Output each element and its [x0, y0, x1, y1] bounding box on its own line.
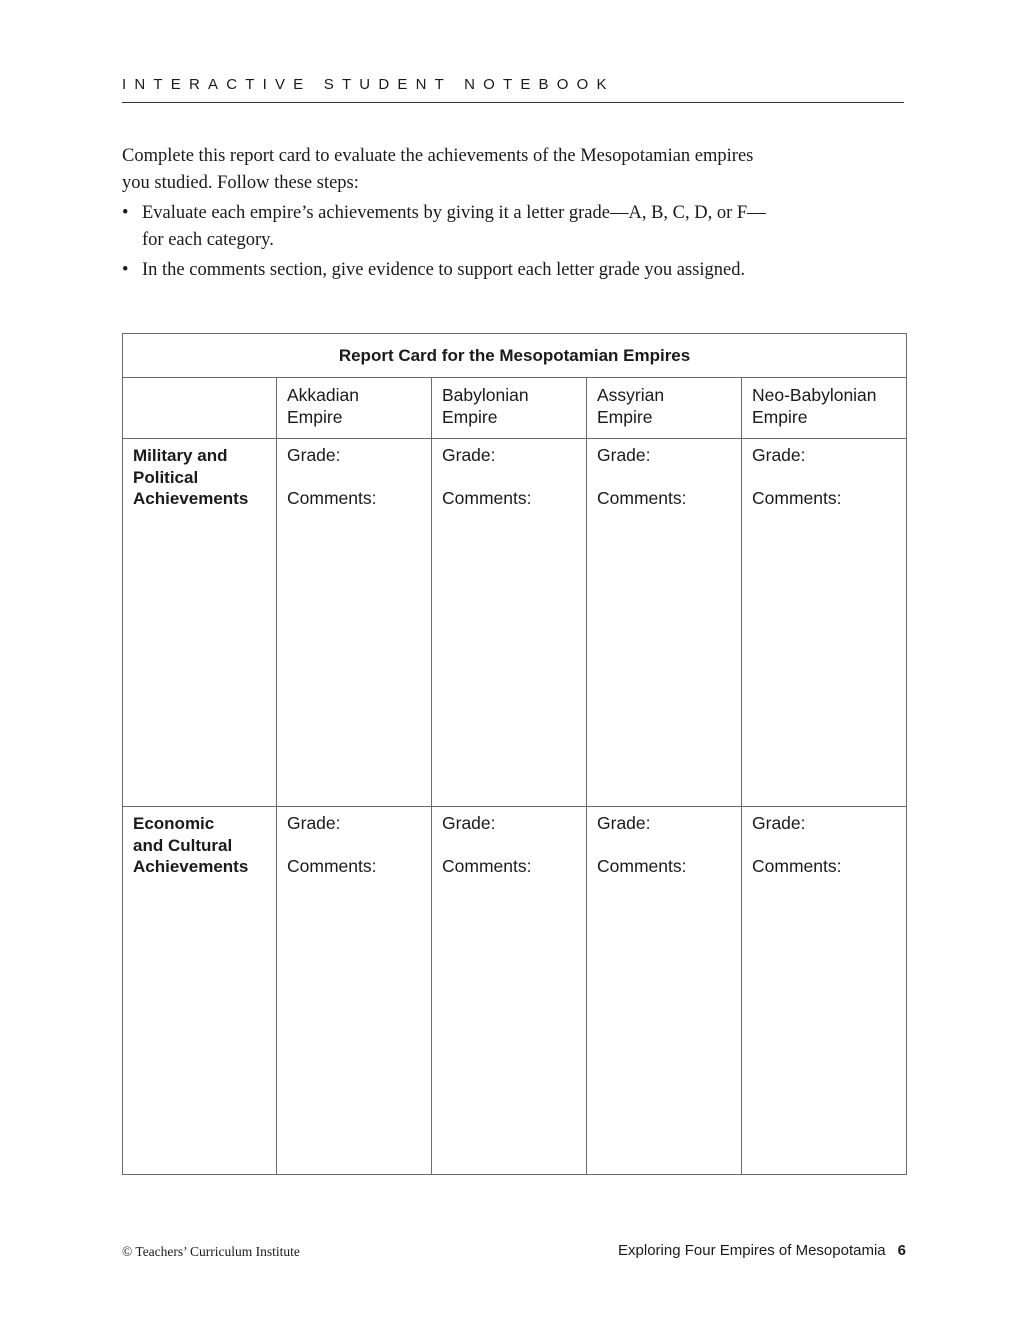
entry-cell-neo-babylonian[interactable] [742, 807, 907, 1175]
notebook-header: INTERACTIVE STUDENT NOTEBOOK [122, 76, 615, 93]
header-divider [122, 102, 904, 103]
row-label-line: Achievements [133, 489, 249, 508]
grade-label: Grade: [442, 445, 496, 465]
table-title-row [123, 334, 907, 378]
entry-cell-akkadian[interactable] [277, 439, 432, 807]
column-header-row [123, 378, 907, 439]
page-number: 6 [897, 1242, 906, 1259]
column-header-line: Empire [442, 407, 498, 427]
row-label-line: and Cultural [133, 835, 233, 855]
column-header-neo-babylonian [742, 378, 907, 439]
comments-label: Comments: [752, 487, 842, 508]
column-header-akkadian [277, 378, 432, 439]
column-header-line: Neo-Babylonian [752, 385, 877, 405]
column-header-line: Babylonian [442, 385, 529, 405]
book-title: Exploring Four Empires of Mesopotamia [618, 1242, 886, 1259]
grade-label: Grade: [287, 445, 341, 465]
entry-cell-babylonian[interactable] [432, 807, 587, 1175]
instruction-text: In the comments section, give evidence to support each letter grade you assigned. [142, 260, 746, 280]
instructions-paragraph: Complete this report card to evaluate the achievements of the Mesopotamian empires you studied. Follow these steps: [122, 146, 754, 193]
column-header-assyrian [587, 378, 742, 439]
comments-label: Comments: [597, 855, 687, 876]
column-header-line: Akkadian [287, 385, 359, 405]
entry-cell-akkadian[interactable] [277, 807, 432, 1175]
comments-label: Comments: [597, 487, 687, 508]
page-footer [618, 1242, 906, 1259]
comments-label: Comments: [287, 487, 377, 508]
grade-label: Grade: [597, 813, 651, 833]
comments-label: Comments: [442, 855, 532, 876]
entry-cell-assyrian[interactable] [587, 807, 742, 1175]
table-row-economic-cultural [123, 807, 907, 1175]
comments-label: Comments: [442, 487, 532, 508]
table-title: Report Card for the Mesopotamian Empires [123, 334, 907, 378]
grade-label: Grade: [597, 445, 651, 465]
column-header-line: Empire [752, 407, 808, 427]
row-label-military-political [123, 439, 277, 807]
instructions-list [122, 200, 782, 284]
row-label-line: Economic [133, 814, 215, 833]
instructions [122, 143, 782, 284]
bullet-icon: • [122, 203, 129, 223]
entry-cell-assyrian[interactable] [587, 439, 742, 807]
row-label-line: Political [133, 467, 199, 487]
grade-label: Grade: [752, 813, 806, 833]
table-row-military-political [123, 439, 907, 807]
bullet-icon: • [122, 260, 129, 280]
instruction-item [122, 257, 767, 284]
grade-label: Grade: [442, 813, 496, 833]
row-label-economic-cultural [123, 807, 277, 1175]
column-header-line: Assyrian [597, 385, 665, 405]
column-header-line: Empire [597, 407, 653, 427]
comments-label: Comments: [287, 855, 377, 876]
grade-label: Grade: [752, 445, 806, 465]
column-header-line: Empire [287, 407, 343, 427]
column-header-babylonian [432, 378, 587, 439]
instruction-text: Evaluate each empire’s achievements by giving it a letter grade—A, B, C, D, or F—for each category. [142, 203, 766, 250]
grade-label: Grade: [287, 813, 341, 833]
copyright-notice: © Teachers’ Curriculum Institute [122, 1244, 300, 1259]
row-label-line: Achievements [133, 857, 249, 876]
entry-cell-babylonian[interactable] [432, 439, 587, 807]
entry-cell-neo-babylonian[interactable] [742, 439, 907, 807]
instruction-item [122, 200, 767, 254]
empty-corner-cell [123, 378, 277, 439]
report-card-table [122, 333, 907, 1175]
comments-label: Comments: [752, 855, 842, 876]
row-label-line: Military and [133, 446, 228, 465]
